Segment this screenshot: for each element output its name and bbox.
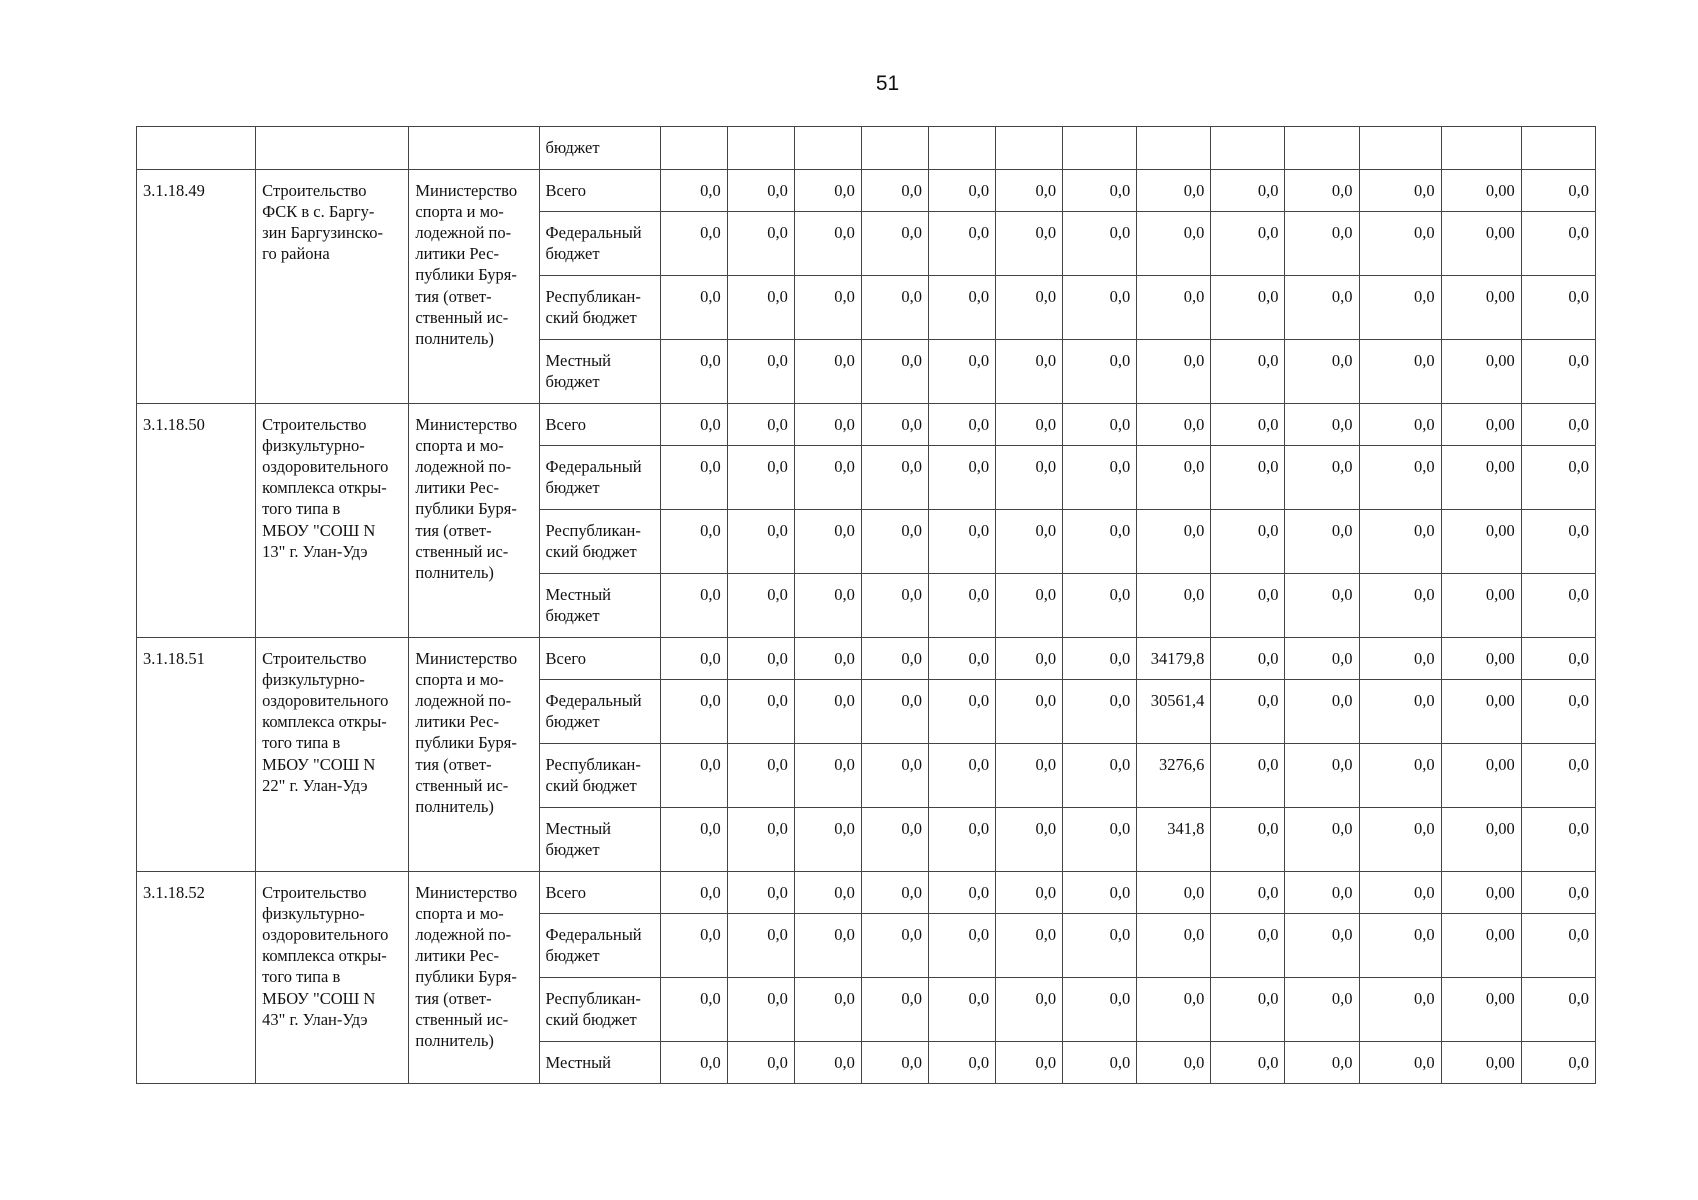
value-cell: 0,0 — [861, 574, 928, 638]
value-cell — [1137, 127, 1211, 170]
value-cell: 0,0 — [660, 808, 727, 872]
value-cell: 0,0 — [1359, 808, 1441, 872]
value-cell: 0,00 — [1441, 1042, 1521, 1084]
source-cell: Всего — [539, 872, 660, 914]
value-cell: 0,0 — [996, 212, 1063, 276]
table-body — [137, 127, 1596, 1084]
value-cell: 0,0 — [929, 276, 996, 340]
table-row — [137, 872, 1596, 914]
source-cell: Республикан- ский бюджет — [539, 744, 660, 808]
executor-cell — [409, 127, 539, 170]
value-cell: 0,0 — [996, 276, 1063, 340]
value-cell: 0,0 — [1211, 170, 1285, 212]
value-cell: 0,0 — [660, 914, 727, 978]
source-cell: Местный — [539, 1042, 660, 1084]
value-cell: 0,0 — [727, 404, 794, 446]
value-cell: 0,00 — [1441, 638, 1521, 680]
value-cell: 0,0 — [996, 914, 1063, 978]
value-cell: 0,0 — [861, 808, 928, 872]
name-cell — [256, 127, 409, 170]
value-cell: 0,0 — [861, 978, 928, 1042]
source-cell: Местный бюджет — [539, 340, 660, 404]
value-cell: 0,0 — [996, 638, 1063, 680]
value-cell: 0,0 — [1521, 276, 1595, 340]
value-cell: 0,0 — [861, 638, 928, 680]
value-cell: 0,0 — [1211, 1042, 1285, 1084]
source-cell: Всего — [539, 404, 660, 446]
source-cell: Республикан- ский бюджет — [539, 510, 660, 574]
value-cell — [996, 127, 1063, 170]
value-cell: 0,0 — [794, 978, 861, 1042]
value-cell: 0,0 — [1137, 914, 1211, 978]
value-cell — [1285, 127, 1359, 170]
executor-cell: Министерство спорта и мо- лодежной по- литики Рес- публики Буря- тия (ответ- ственный ис- полнитель) — [409, 404, 539, 638]
value-cell: 0,0 — [996, 404, 1063, 446]
value-cell: 0,0 — [861, 872, 928, 914]
value-cell: 0,0 — [1521, 872, 1595, 914]
value-cell: 0,0 — [1521, 638, 1595, 680]
value-cell: 0,0 — [1285, 276, 1359, 340]
value-cell: 0,0 — [1359, 446, 1441, 510]
value-cell: 0,0 — [794, 170, 861, 212]
name-cell: Строительство ФСК в с. Баргу- зин Баргузинско- го района — [256, 170, 409, 404]
value-cell: 0,0 — [1285, 978, 1359, 1042]
value-cell: 0,00 — [1441, 978, 1521, 1042]
value-cell: 0,0 — [1137, 872, 1211, 914]
table-row — [137, 170, 1596, 212]
value-cell: 0,0 — [861, 276, 928, 340]
value-cell: 0,0 — [1359, 978, 1441, 1042]
value-cell: 0,0 — [861, 212, 928, 276]
value-cell: 0,0 — [929, 914, 996, 978]
value-cell: 0,0 — [996, 978, 1063, 1042]
value-cell: 0,0 — [794, 574, 861, 638]
value-cell: 0,0 — [1063, 574, 1137, 638]
value-cell: 0,0 — [1137, 574, 1211, 638]
source-cell: Местный бюджет — [539, 808, 660, 872]
value-cell: 0,0 — [1211, 574, 1285, 638]
value-cell: 0,00 — [1441, 212, 1521, 276]
value-cell: 0,0 — [727, 978, 794, 1042]
value-cell: 0,0 — [1359, 638, 1441, 680]
value-cell: 0,0 — [1521, 680, 1595, 744]
value-cell: 0,0 — [660, 744, 727, 808]
table-row — [137, 404, 1596, 446]
value-cell: 0,0 — [1063, 212, 1137, 276]
value-cell: 0,0 — [1285, 574, 1359, 638]
value-cell: 0,0 — [727, 872, 794, 914]
value-cell: 0,0 — [861, 680, 928, 744]
value-cell — [861, 127, 928, 170]
value-cell: 0,0 — [794, 744, 861, 808]
value-cell — [1359, 127, 1441, 170]
value-cell: 0,0 — [1285, 1042, 1359, 1084]
source-cell: Республикан- ский бюджет — [539, 276, 660, 340]
value-cell: 0,0 — [929, 808, 996, 872]
value-cell: 0,0 — [929, 446, 996, 510]
value-cell: 0,0 — [1521, 446, 1595, 510]
value-cell: 0,0 — [1521, 574, 1595, 638]
value-cell: 0,0 — [929, 510, 996, 574]
source-cell: Федеральный бюджет — [539, 914, 660, 978]
value-cell: 0,0 — [1285, 446, 1359, 510]
value-cell: 0,0 — [929, 1042, 996, 1084]
value-cell: 0,0 — [1211, 276, 1285, 340]
value-cell: 0,00 — [1441, 744, 1521, 808]
value-cell: 0,0 — [1137, 170, 1211, 212]
value-cell: 0,0 — [660, 276, 727, 340]
value-cell: 0,0 — [660, 872, 727, 914]
value-cell: 30561,4 — [1137, 680, 1211, 744]
value-cell: 0,0 — [660, 1042, 727, 1084]
value-cell: 0,0 — [929, 744, 996, 808]
executor-cell: Министерство спорта и мо- лодежной по- литики Рес- публики Буря- тия (ответ- ственный ис- полнитель) — [409, 872, 539, 1084]
value-cell: 0,0 — [660, 170, 727, 212]
value-cell: 0,0 — [1359, 574, 1441, 638]
source-cell: Местный бюджет — [539, 574, 660, 638]
value-cell: 0,0 — [1521, 1042, 1595, 1084]
code-cell: 3.1.18.52 — [137, 872, 256, 1084]
value-cell: 0,0 — [794, 1042, 861, 1084]
value-cell: 0,0 — [996, 808, 1063, 872]
value-cell: 0,0 — [1359, 212, 1441, 276]
value-cell: 0,0 — [1285, 340, 1359, 404]
value-cell: 0,0 — [727, 446, 794, 510]
value-cell: 0,0 — [861, 404, 928, 446]
executor-cell: Министерство спорта и мо- лодежной по- литики Рес- публики Буря- тия (ответ- ственный ис- полнитель) — [409, 170, 539, 404]
value-cell: 0,0 — [1211, 340, 1285, 404]
value-cell: 0,0 — [1063, 446, 1137, 510]
code-cell: 3.1.18.50 — [137, 404, 256, 638]
value-cell: 0,0 — [794, 872, 861, 914]
value-cell: 0,0 — [929, 170, 996, 212]
value-cell: 0,0 — [1211, 510, 1285, 574]
value-cell: 0,0 — [1359, 404, 1441, 446]
value-cell: 0,0 — [660, 574, 727, 638]
value-cell: 0,00 — [1441, 446, 1521, 510]
value-cell: 0,0 — [1063, 404, 1137, 446]
value-cell: 0,0 — [929, 404, 996, 446]
value-cell: 0,0 — [1063, 510, 1137, 574]
name-cell: Строительство физкультурно- оздоровительного комплекса откры- того типа в МБОУ "СОШ N 13" г. Улан-Удэ — [256, 404, 409, 638]
value-cell: 0,0 — [996, 510, 1063, 574]
value-cell — [727, 127, 794, 170]
value-cell: 0,0 — [996, 170, 1063, 212]
value-cell: 0,0 — [996, 446, 1063, 510]
table-row-continuation — [137, 127, 1596, 170]
value-cell: 0,0 — [1285, 638, 1359, 680]
value-cell: 0,0 — [1211, 744, 1285, 808]
value-cell: 0,0 — [1137, 1042, 1211, 1084]
code-cell: 3.1.18.51 — [137, 638, 256, 872]
value-cell: 0,0 — [1063, 1042, 1137, 1084]
value-cell — [929, 127, 996, 170]
value-cell: 0,0 — [1521, 744, 1595, 808]
name-cell: Строительство физкультурно- оздоровительного комплекса откры- того типа в МБОУ "СОШ N 22" г. Улан-Удэ — [256, 638, 409, 872]
name-cell: Строительство физкультурно- оздоровительного комплекса откры- того типа в МБОУ "СОШ N 43" г. Улан-Удэ — [256, 872, 409, 1084]
value-cell: 0,0 — [794, 212, 861, 276]
value-cell: 0,0 — [727, 170, 794, 212]
value-cell: 3276,6 — [1137, 744, 1211, 808]
value-cell: 0,0 — [727, 276, 794, 340]
value-cell: 0,0 — [996, 1042, 1063, 1084]
value-cell: 0,0 — [861, 1042, 928, 1084]
value-cell: 0,0 — [1359, 744, 1441, 808]
value-cell: 0,0 — [1285, 404, 1359, 446]
value-cell: 0,0 — [1063, 744, 1137, 808]
value-cell: 0,0 — [1359, 170, 1441, 212]
value-cell: 0,0 — [660, 680, 727, 744]
code-cell: 3.1.18.49 — [137, 170, 256, 404]
value-cell: 0,0 — [660, 340, 727, 404]
value-cell: 0,0 — [1211, 638, 1285, 680]
value-cell: 0,0 — [1285, 510, 1359, 574]
value-cell: 0,0 — [1211, 914, 1285, 978]
value-cell: 0,0 — [1211, 404, 1285, 446]
value-cell: 0,0 — [1285, 872, 1359, 914]
value-cell: 0,0 — [1521, 340, 1595, 404]
value-cell — [794, 127, 861, 170]
value-cell: 0,00 — [1441, 276, 1521, 340]
value-cell: 0,0 — [1137, 276, 1211, 340]
source-cell: Республикан- ский бюджет — [539, 978, 660, 1042]
source-cell: Федеральный бюджет — [539, 446, 660, 510]
value-cell: 0,0 — [1359, 340, 1441, 404]
value-cell: 0,00 — [1441, 808, 1521, 872]
value-cell: 0,0 — [1359, 510, 1441, 574]
value-cell: 0,0 — [1211, 446, 1285, 510]
value-cell: 0,0 — [861, 744, 928, 808]
source-cell: Всего — [539, 638, 660, 680]
value-cell: 0,0 — [929, 638, 996, 680]
value-cell: 0,0 — [660, 212, 727, 276]
value-cell: 0,0 — [929, 340, 996, 404]
value-cell: 0,0 — [660, 446, 727, 510]
value-cell: 0,0 — [1063, 340, 1137, 404]
value-cell: 0,0 — [996, 872, 1063, 914]
value-cell: 0,0 — [727, 638, 794, 680]
value-cell: 0,0 — [1521, 808, 1595, 872]
value-cell: 0,0 — [1063, 914, 1137, 978]
value-cell: 0,0 — [727, 510, 794, 574]
value-cell: 0,0 — [660, 978, 727, 1042]
value-cell: 0,0 — [1211, 978, 1285, 1042]
value-cell: 0,0 — [660, 510, 727, 574]
value-cell: 0,0 — [1285, 170, 1359, 212]
value-cell — [1211, 127, 1285, 170]
value-cell: 0,0 — [727, 914, 794, 978]
value-cell: 0,0 — [794, 276, 861, 340]
value-cell: 0,0 — [1137, 510, 1211, 574]
value-cell: 34179,8 — [1137, 638, 1211, 680]
value-cell: 0,0 — [1137, 404, 1211, 446]
value-cell: 0,0 — [861, 510, 928, 574]
value-cell: 0,0 — [794, 446, 861, 510]
value-cell: 0,0 — [1137, 978, 1211, 1042]
value-cell: 0,0 — [1285, 914, 1359, 978]
value-cell: 0,0 — [1359, 914, 1441, 978]
value-cell: 0,0 — [996, 340, 1063, 404]
value-cell: 0,0 — [1137, 340, 1211, 404]
value-cell: 0,0 — [861, 170, 928, 212]
value-cell: 0,0 — [1063, 978, 1137, 1042]
value-cell: 0,0 — [1211, 872, 1285, 914]
executor-cell: Министерство спорта и мо- лодежной по- литики Рес- публики Буря- тия (ответ- ственный ис- полнитель) — [409, 638, 539, 872]
value-cell: 0,0 — [1063, 872, 1137, 914]
source-cell: Федеральный бюджет — [539, 680, 660, 744]
value-cell: 0,0 — [794, 638, 861, 680]
value-cell: 0,0 — [929, 872, 996, 914]
value-cell: 0,0 — [727, 680, 794, 744]
value-cell: 0,0 — [1359, 680, 1441, 744]
value-cell: 0,0 — [1359, 1042, 1441, 1084]
value-cell: 0,0 — [1359, 872, 1441, 914]
value-cell — [660, 127, 727, 170]
value-cell: 0,0 — [727, 574, 794, 638]
value-cell: 0,0 — [1063, 276, 1137, 340]
value-cell: 0,0 — [727, 340, 794, 404]
value-cell: 0,00 — [1441, 170, 1521, 212]
value-cell: 0,00 — [1441, 872, 1521, 914]
value-cell: 0,0 — [1285, 744, 1359, 808]
page-number: 51 — [875, 72, 900, 95]
value-cell: 0,0 — [660, 404, 727, 446]
value-cell: 0,0 — [1137, 446, 1211, 510]
value-cell: 0,0 — [727, 1042, 794, 1084]
value-cell: 0,0 — [1063, 808, 1137, 872]
value-cell: 0,0 — [1063, 638, 1137, 680]
value-cell: 0,0 — [1521, 170, 1595, 212]
value-cell: 0,0 — [1521, 212, 1595, 276]
value-cell: 0,0 — [727, 744, 794, 808]
value-cell: 0,0 — [1521, 914, 1595, 978]
value-cell: 0,0 — [727, 212, 794, 276]
value-cell: 0,0 — [1211, 680, 1285, 744]
value-cell: 0,0 — [794, 340, 861, 404]
value-cell: 0,0 — [1063, 170, 1137, 212]
code-cell — [137, 127, 256, 170]
value-cell: 0,0 — [1521, 978, 1595, 1042]
source-cell: Федеральный бюджет — [539, 212, 660, 276]
value-cell — [1521, 127, 1595, 170]
value-cell — [1063, 127, 1137, 170]
value-cell: 0,0 — [1285, 808, 1359, 872]
value-cell: 0,0 — [996, 744, 1063, 808]
value-cell: 341,8 — [1137, 808, 1211, 872]
value-cell: 0,0 — [1063, 680, 1137, 744]
value-cell: 0,0 — [996, 574, 1063, 638]
value-cell: 0,0 — [727, 808, 794, 872]
value-cell: 0,0 — [861, 914, 928, 978]
value-cell: 0,0 — [929, 212, 996, 276]
value-cell: 0,0 — [1211, 212, 1285, 276]
value-cell: 0,0 — [929, 680, 996, 744]
value-cell: 0,0 — [1211, 808, 1285, 872]
value-cell: 0,0 — [794, 914, 861, 978]
value-cell: 0,0 — [861, 446, 928, 510]
source-cell: Всего — [539, 170, 660, 212]
value-cell: 0,0 — [1521, 510, 1595, 574]
value-cell: 0,0 — [794, 404, 861, 446]
value-cell: 0,00 — [1441, 404, 1521, 446]
value-cell: 0,0 — [794, 680, 861, 744]
value-cell: 0,0 — [794, 510, 861, 574]
value-cell: 0,00 — [1441, 574, 1521, 638]
value-cell: 0,00 — [1441, 340, 1521, 404]
value-cell: 0,0 — [929, 574, 996, 638]
value-cell: 0,0 — [1137, 212, 1211, 276]
value-cell: 0,0 — [861, 340, 928, 404]
value-cell: 0,00 — [1441, 914, 1521, 978]
value-cell: 0,00 — [1441, 510, 1521, 574]
value-cell: 0,00 — [1441, 680, 1521, 744]
value-cell: 0,0 — [996, 680, 1063, 744]
value-cell — [1441, 127, 1521, 170]
budget-table — [136, 126, 1596, 1084]
value-cell: 0,0 — [1285, 212, 1359, 276]
value-cell: 0,0 — [929, 978, 996, 1042]
table-row — [137, 638, 1596, 680]
value-cell: 0,0 — [1359, 276, 1441, 340]
value-cell: 0,0 — [1521, 404, 1595, 446]
value-cell: 0,0 — [794, 808, 861, 872]
value-cell: 0,0 — [1285, 680, 1359, 744]
source-cell: бюджет — [539, 127, 660, 170]
value-cell: 0,0 — [660, 638, 727, 680]
